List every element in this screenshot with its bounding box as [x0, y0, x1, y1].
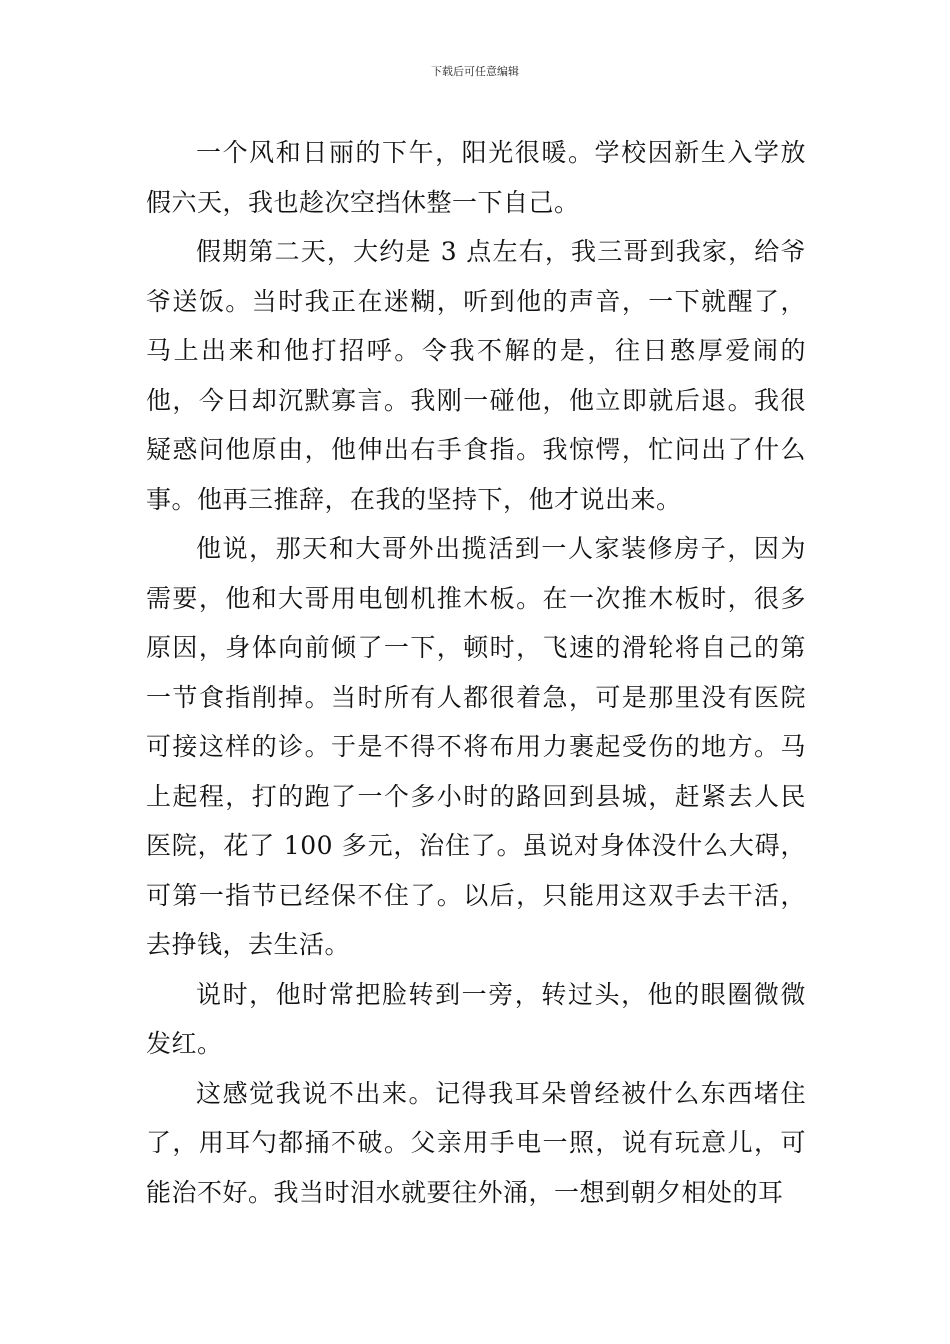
paragraph: 这感觉我说不出来。记得我耳朵曾经被什么东西堵住了，用耳勺都捅不破。父亲用手电一照，说有玩意儿，可能治不好。我当时泪水就要往外涌，一想到朝夕相处的耳 — [146, 1078, 806, 1207]
paragraph: 假期第二天，大约是 3 点左右，我三哥到我家，给爷爷送饭。当时我正在迷糊，听到他的声音，一下就醒了，马上出来和他打招呼。令我不解的是，往日憨厚爱闹的他，今日却沉默寡言。我刚一碰他，他立即就后退。我很疑惑问他原由，他伸出右手食指。我惊愕，忙问出了什么事。他再三推辞，在我的坚持下，他才说出来。 — [146, 237, 806, 514]
paragraph: 说时，他时常把脸转到一旁，转过头，他的眼圈微微发红。 — [146, 979, 806, 1058]
article-body — [146, 128, 806, 1217]
paragraph: 他说，那天和大哥外出揽活到一人家装修房子，因为需要，他和大哥用电刨机推木板。在一次推木板时，很多原因，身体向前倾了一下，顿时，飞速的滑轮将自己的第一节食指削掉。当时所有人都很着急，可是那里没有医院可接这样的诊。于是不得不将布用力裹起受伤的地方。马上起程，打的跑了一个多小时的路回到县城，赶紧去人民医院，花了 100 多元，治住了。虽说对身体没什么大碍，可第一指节已经保不住了。以后，只能用这双手去干活，去挣钱，去生活。 — [146, 534, 806, 959]
page-header: 下载后可任意编辑 — [431, 65, 519, 78]
paragraph: 一个风和日丽的下午，阳光很暖。学校因新生入学放假六天，我也趁次空挡休整一下自己。 — [146, 138, 806, 217]
